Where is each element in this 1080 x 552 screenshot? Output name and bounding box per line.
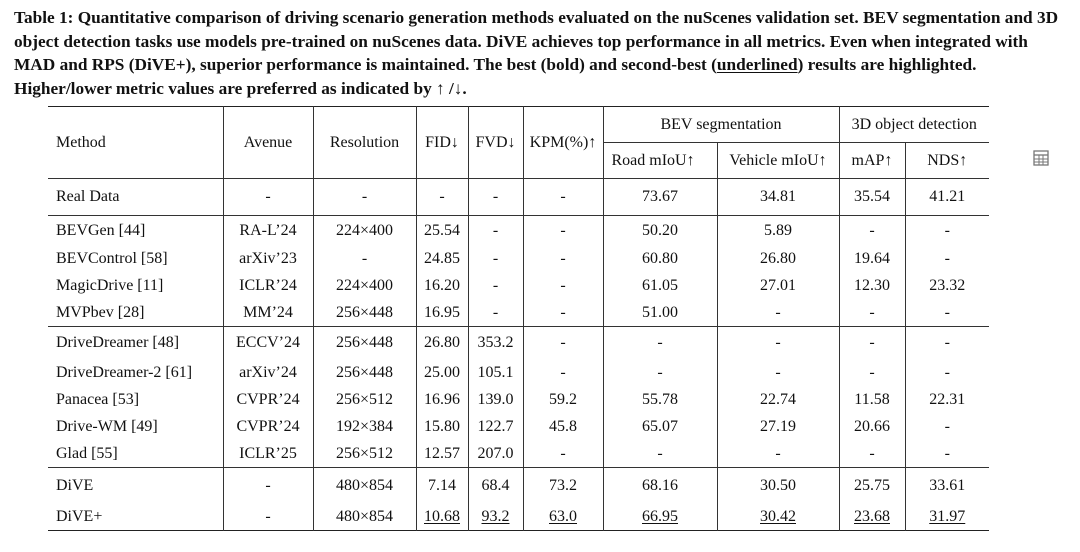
col-fid: FID↓ bbox=[416, 107, 468, 179]
cell-avenue: arXiv’24 bbox=[223, 360, 313, 387]
cell-road: 61.05 bbox=[603, 273, 717, 300]
cell-fid: 7.14 bbox=[416, 468, 468, 504]
cell-fvd: - bbox=[468, 246, 523, 273]
cell-method: Panacea [53] bbox=[56, 391, 140, 408]
cell-fvd: 353.2 bbox=[468, 327, 523, 360]
col-avenue: Avenue bbox=[223, 107, 313, 179]
cell-nds: 41.21 bbox=[905, 179, 989, 216]
cell-map: - bbox=[839, 216, 905, 246]
group-bev-segmentation: BEV segmentation bbox=[603, 107, 839, 143]
cell-fid: - bbox=[416, 179, 468, 216]
cell-res: 192×384 bbox=[313, 414, 416, 441]
cell-map: - bbox=[839, 441, 905, 468]
cell-road: - bbox=[603, 360, 717, 387]
cell-road: - bbox=[603, 327, 717, 360]
table-row bbox=[48, 441, 989, 468]
cell-road: 60.80 bbox=[603, 246, 717, 273]
cell-veh: - bbox=[717, 300, 839, 327]
table-grid-icon-svg bbox=[1032, 149, 1050, 167]
cell-avenue: MM’24 bbox=[223, 300, 313, 327]
cell-map: 25.75 bbox=[839, 468, 905, 504]
cell-road: 65.07 bbox=[603, 414, 717, 441]
cell-road: 51.00 bbox=[603, 300, 717, 327]
cell-kpm: 45.8 bbox=[523, 414, 603, 441]
table-row bbox=[48, 216, 989, 246]
cell-fid: 16.96 bbox=[416, 387, 468, 414]
col-road-miou: Road mIoU↑ bbox=[603, 143, 717, 179]
cell-method: DriveDreamer-2 [61] bbox=[56, 364, 193, 381]
cell-road: 50.20 bbox=[603, 216, 717, 246]
caption-underlined-word: underlined bbox=[716, 55, 798, 74]
cell-nds: - bbox=[905, 360, 989, 387]
cell-method: MVPbev [28] bbox=[56, 303, 145, 321]
cell-veh: 30.42 bbox=[717, 504, 839, 531]
col-resolution: Resolution bbox=[313, 107, 416, 179]
cell-nds: 23.32 bbox=[905, 273, 989, 300]
table-row bbox=[48, 179, 989, 216]
cell-nds: - bbox=[905, 246, 989, 273]
cell-fid: 24.85 bbox=[416, 246, 468, 273]
cell-res: - bbox=[313, 179, 416, 216]
cell-kpm: 63.0 bbox=[523, 504, 603, 531]
cell-res: 480×854 bbox=[313, 504, 416, 531]
cell-fvd: 122.7 bbox=[468, 414, 523, 441]
cell-fvd: 139.0 bbox=[468, 387, 523, 414]
cell-road: 55.78 bbox=[603, 387, 717, 414]
cell-res: - bbox=[313, 246, 416, 273]
cell-method: BEVControl [58] bbox=[56, 250, 168, 267]
cell-avenue: ECCV’24 bbox=[223, 327, 313, 360]
cell-method: Glad [55] bbox=[56, 444, 118, 462]
cell-avenue: - bbox=[223, 179, 313, 216]
cell-res: 256×512 bbox=[313, 387, 416, 414]
table-row bbox=[48, 246, 989, 273]
cell-res: 224×400 bbox=[313, 273, 416, 300]
group-3d-detection: 3D object detection bbox=[839, 107, 989, 143]
cell-res: 256×512 bbox=[313, 441, 416, 468]
cell-fid: 16.95 bbox=[416, 300, 468, 327]
cell-method: DiVE bbox=[56, 476, 94, 494]
results-body bbox=[48, 179, 989, 531]
cell-veh: 34.81 bbox=[717, 179, 839, 216]
table-caption bbox=[14, 6, 1066, 100]
caption-text: Table 1: Quantitative comparison of driving scenario generation methods evaluated on the nuScenes validation set. BEV segmentation and 3D object detection tasks use models pre-trained on nuScenes data. DiVE achieves top performance in all metrics. Even when integrated with MAD and RPS (DiVE+), superior performance is maintained. The best (bold) and second-best ( bbox=[14, 8, 1059, 74]
cell-map: - bbox=[839, 327, 905, 360]
cell-fid: 16.20 bbox=[416, 273, 468, 300]
cell-veh: 27.01 bbox=[717, 273, 839, 300]
table-row bbox=[48, 327, 989, 360]
table-row bbox=[48, 387, 989, 414]
cell-nds: - bbox=[905, 216, 989, 246]
table-row bbox=[48, 300, 989, 327]
cell-veh: 27.19 bbox=[717, 414, 839, 441]
table-grid-icon[interactable] bbox=[1031, 149, 1051, 169]
cell-method: DiVE+ bbox=[56, 507, 103, 525]
cell-kpm: - bbox=[523, 300, 603, 327]
cell-road: 73.67 bbox=[603, 179, 717, 216]
cell-veh: - bbox=[717, 360, 839, 387]
table-row bbox=[48, 414, 989, 441]
cell-avenue: - bbox=[223, 504, 313, 531]
cell-fvd: - bbox=[468, 216, 523, 246]
cell-road: 66.95 bbox=[603, 504, 717, 531]
cell-fid: 25.00 bbox=[416, 360, 468, 387]
cell-res: 256×448 bbox=[313, 360, 416, 387]
cell-kpm: - bbox=[523, 360, 603, 387]
cell-method: MagicDrive [11] bbox=[56, 277, 164, 294]
cell-fid: 12.57 bbox=[416, 441, 468, 468]
cell-nds: - bbox=[905, 300, 989, 327]
cell-fvd: 105.1 bbox=[468, 360, 523, 387]
cell-nds: - bbox=[905, 327, 989, 360]
cell-fvd: 68.4 bbox=[468, 468, 523, 504]
cell-fvd: 207.0 bbox=[468, 441, 523, 468]
caption-tail: ) results are highlighted. Higher/lower metric values are preferred as indicated by ↑ /↓. bbox=[14, 55, 977, 98]
cell-method: Drive-WM [49] bbox=[56, 418, 158, 435]
col-fvd: FVD↓ bbox=[468, 107, 523, 179]
table-row bbox=[48, 360, 989, 387]
cell-fvd: - bbox=[468, 300, 523, 327]
cell-kpm: 73.2 bbox=[523, 468, 603, 504]
cell-method: Real Data bbox=[56, 188, 120, 205]
cell-kpm: - bbox=[523, 273, 603, 300]
cell-nds: - bbox=[905, 441, 989, 468]
col-vehicle-miou: Vehicle mIoU↑ bbox=[717, 143, 839, 179]
cell-method: DriveDreamer [48] bbox=[56, 334, 180, 352]
cell-res: 480×854 bbox=[313, 468, 416, 504]
col-map: mAP↑ bbox=[839, 143, 905, 179]
col-nds: NDS↑ bbox=[905, 143, 989, 179]
cell-kpm: 59.2 bbox=[523, 387, 603, 414]
cell-fvd: - bbox=[468, 179, 523, 216]
cell-avenue: CVPR’24 bbox=[223, 387, 313, 414]
cell-veh: 22.74 bbox=[717, 387, 839, 414]
cell-res: 256×448 bbox=[313, 327, 416, 360]
cell-kpm: - bbox=[523, 246, 603, 273]
cell-veh: - bbox=[717, 327, 839, 360]
cell-map: 20.66 bbox=[839, 414, 905, 441]
cell-veh: - bbox=[717, 441, 839, 468]
cell-fid: 25.54 bbox=[416, 216, 468, 246]
cell-veh: 5.89 bbox=[717, 216, 839, 246]
cell-avenue: - bbox=[223, 468, 313, 504]
col-method: Method bbox=[56, 133, 106, 151]
cell-map: - bbox=[839, 360, 905, 387]
cell-kpm: - bbox=[523, 327, 603, 360]
cell-map: 11.58 bbox=[839, 387, 905, 414]
cell-map: 35.54 bbox=[839, 179, 905, 216]
cell-avenue: ICLR’24 bbox=[223, 273, 313, 300]
cell-map: - bbox=[839, 300, 905, 327]
cell-kpm: - bbox=[523, 179, 603, 216]
cell-fvd: - bbox=[468, 273, 523, 300]
cell-road: - bbox=[603, 441, 717, 468]
col-kpm: KPM(%)↑ bbox=[523, 107, 603, 179]
cell-res: 224×400 bbox=[313, 216, 416, 246]
header-row-1 bbox=[48, 107, 989, 143]
cell-kpm: - bbox=[523, 216, 603, 246]
cell-nds: 33.61 bbox=[905, 468, 989, 504]
cell-fid: 26.80 bbox=[416, 327, 468, 360]
cell-road: 68.16 bbox=[603, 468, 717, 504]
results-table bbox=[48, 106, 989, 531]
cell-avenue: ICLR’25 bbox=[223, 441, 313, 468]
cell-veh: 26.80 bbox=[717, 246, 839, 273]
cell-res: 256×448 bbox=[313, 300, 416, 327]
cell-nds: 31.97 bbox=[905, 504, 989, 531]
cell-avenue: CVPR’24 bbox=[223, 414, 313, 441]
cell-map: 12.30 bbox=[839, 273, 905, 300]
cell-fid: 15.80 bbox=[416, 414, 468, 441]
table-row bbox=[48, 468, 989, 504]
table-row bbox=[48, 273, 989, 300]
cell-map: 19.64 bbox=[839, 246, 905, 273]
cell-avenue: RA-L’24 bbox=[223, 216, 313, 246]
cell-fid: 10.68 bbox=[416, 504, 468, 531]
cell-kpm: - bbox=[523, 441, 603, 468]
cell-map: 23.68 bbox=[839, 504, 905, 531]
cell-fvd: 93.2 bbox=[468, 504, 523, 531]
cell-nds: - bbox=[905, 414, 989, 441]
cell-avenue: arXiv’23 bbox=[223, 246, 313, 273]
cell-method: BEVGen [44] bbox=[56, 221, 146, 239]
table-row bbox=[48, 504, 989, 531]
cell-nds: 22.31 bbox=[905, 387, 989, 414]
cell-veh: 30.50 bbox=[717, 468, 839, 504]
